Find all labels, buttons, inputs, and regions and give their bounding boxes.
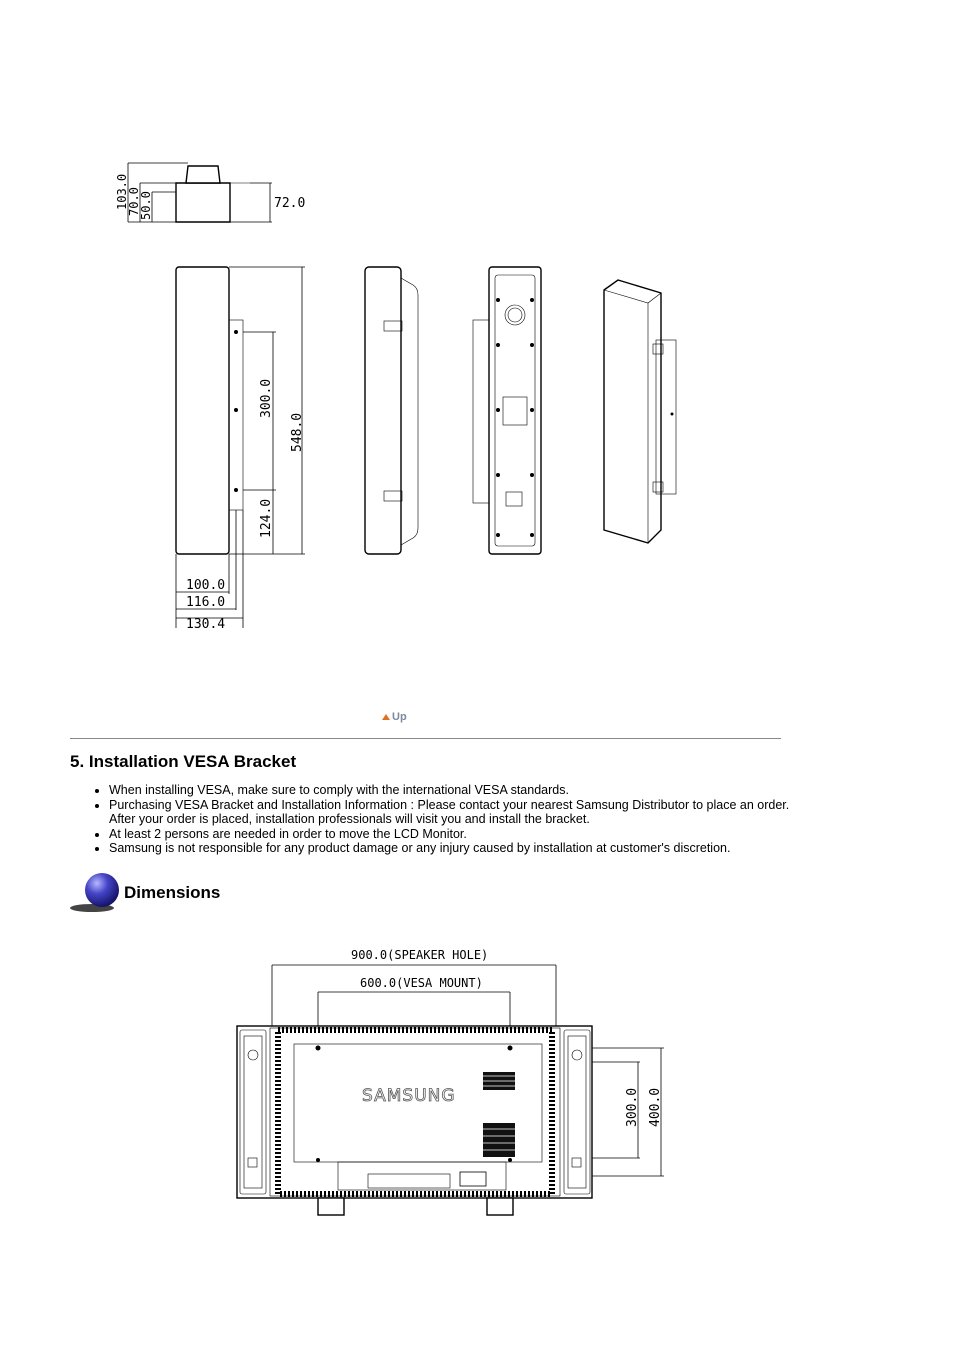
speaker-side-view-2 <box>365 267 418 554</box>
list-item: • Samsung is not responsible for any product damage or any injury caused by installation at customer's discretion. <box>109 841 809 856</box>
dim-116: 116.0 <box>186 595 226 610</box>
monitor-vesa-drawing <box>0 930 954 1230</box>
dim-548: 548.0 <box>290 412 305 452</box>
brand-logo-text: SAMSUNG <box>362 1086 456 1106</box>
speaker-top-view <box>115 163 305 222</box>
section-divider <box>70 738 781 739</box>
dim-300-vesa: 300.0 <box>625 1087 640 1127</box>
sphere-icon <box>70 872 120 914</box>
dimensions-title: Dimensions <box>124 883 221 902</box>
instruction-list <box>88 783 809 856</box>
list-item: • When installing VESA, make sure to comply with the international VESA standards. <box>109 783 809 798</box>
dim-72: 72.0 <box>274 196 306 211</box>
dim-100: 100.0 <box>186 578 226 593</box>
dim-300-side: 300.0 <box>259 378 274 418</box>
list-item: • At least 2 persons are needed in order to move the LCD Monitor. <box>109 827 809 842</box>
dim-130: 130.4 <box>186 617 226 632</box>
vesa-mount-label: 600.0(VESA MOUNT) <box>360 976 483 990</box>
list-item: • Purchasing VESA Bracket and Installation Information : Please contact your nearest Samsung Distributor to place an order. After your order is placed, installation professionals will visit you and install the bracket. <box>109 798 809 827</box>
dim-50: 50.0 <box>139 191 153 220</box>
speaker-back-view <box>473 267 541 554</box>
speaker-hole-label: 900.0(SPEAKER HOLE) <box>351 948 489 962</box>
speaker-side-view <box>176 267 305 632</box>
vent-grille-top <box>483 1072 515 1090</box>
dimensions-heading <box>70 872 220 914</box>
vent-grille-bottom <box>483 1123 515 1157</box>
dim-70: 70.0 <box>127 187 141 216</box>
speaker-perspective-view <box>604 280 676 543</box>
dim-400-vesa: 400.0 <box>648 1087 663 1127</box>
dim-124: 124.0 <box>259 498 274 538</box>
up-label: Up <box>392 711 407 723</box>
dim-103: 103.0 <box>115 173 129 210</box>
up-link[interactable] <box>382 711 407 723</box>
up-arrow-icon <box>382 714 390 720</box>
section-title: 5. Installation VESA Bracket <box>70 752 297 771</box>
